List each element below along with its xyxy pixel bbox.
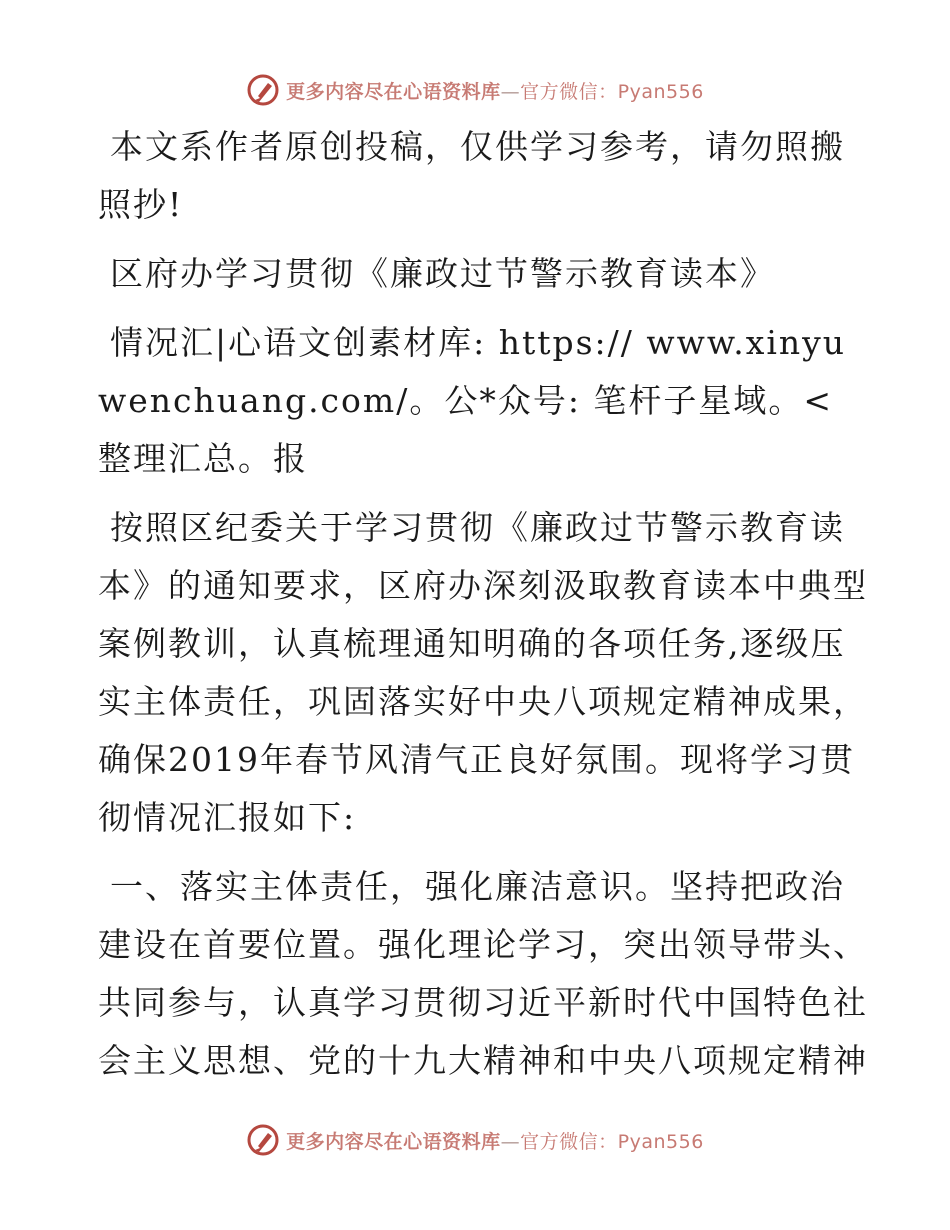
footer-banner [0,1120,950,1160]
banner-slogan: 更多内容尽在心语资料库 [286,80,501,103]
document-body [98,118,868,1101]
banner-contact: 官方微信：Pyan556 [520,80,704,103]
paragraph-disclaimer: 本文系作者原创投稿，仅供学习参考，请勿照搬照抄! [98,127,845,224]
paragraph-source: 情况汇|心语文创素材库: https:// www.xinyuwenchuang.com/。公*众号: 笔杆子星域。<整理汇总。报 [98,323,847,478]
banner-text [286,77,704,104]
pen-logo-icon [246,1123,280,1157]
banner-separator: — [500,1130,521,1153]
banner-contact: 官方微信：Pyan556 [520,1130,704,1153]
paragraph-intro: 按照区纪委关于学习贯彻《廉政过节警示教育读本》的通知要求，区府办深刻汲取教育读本中典型案例教训，认真梳理通知明确的各项任务,逐级压实主体责任，巩固落实好中央八项规定精神成果，确保2019年春节风清气正良好氛围。现将学习贯彻情况汇报如下: [98,508,868,837]
pen-logo-icon [246,73,280,107]
banner-text [286,1127,704,1154]
banner-slogan: 更多内容尽在心语资料库 [286,1130,501,1153]
banner-separator: — [500,80,521,103]
document-title: 区府办学习贯彻《廉政过节警示教育读本》 [110,254,775,293]
paragraph-section-1: 一、落实主体责任，强化廉洁意识。坚持把政治建设在首要位置。强化理论学习，突出领导带头、共同参与，认真学习贯彻习近平新时代中国特色社会主义思想、党的十九大精神和中央八项规定精神 [98,867,868,1080]
header-banner [0,70,950,110]
